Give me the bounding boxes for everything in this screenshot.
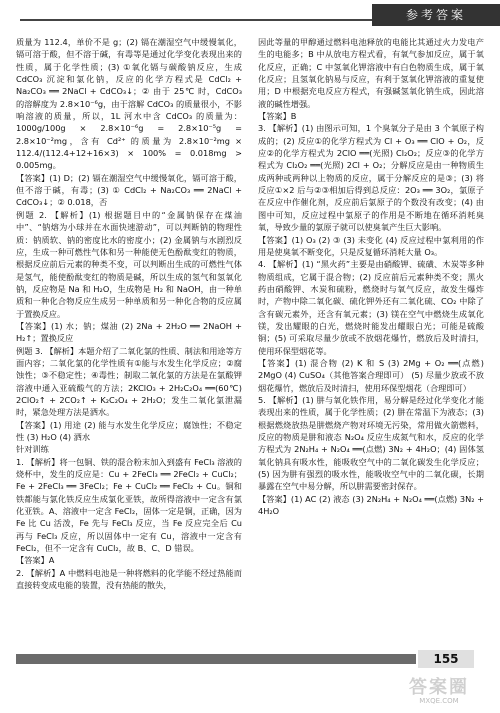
watermark-text: 答案圈: [409, 677, 469, 698]
paragraph: 例题 2. 【解析】(1) 根据题目中的“金属钠保存在煤油中”、“钠熔为小球并在水面快速游动”，可以判断钠的物理性质：钠质软、钠的密度比水的密度小；(2) 金属钠与水剧烈反应，生成一种可燃性气体和另一种能使无色酚酞变红的物质，根据反应前后元素的种类不变，可以判断出生成的可燃性气体是氢气，能使酚酞变红的物质是碱，所以生成的氢气和氢氧化钠，反应物是 Na 和 H₂O，生成物是 H₂ 和 NaOH，由一种单质和一种化合物反应生成另一种单质和另一种化合物的反应属于置换反应。: [16, 209, 242, 319]
paragraph: 【答案】(1) 用途 (2) 能与水发生化学反应；腐蚀性；不稳定性 (3) H₂O (4) 洒水: [16, 419, 242, 442]
page-header: [0, 0, 500, 28]
left-column: [16, 36, 242, 591]
paragraph: 质量为 112.4，单价不是 g；(2) 镉在潮湿空气中缓慢氧化，镉可溶于酸，但不溶于碱，有毒等是通过化学变化表现出来的性质，属于化学性质；(3) ①氧化镉与碳酸钠反应，生成 CdCO₃ 沉淀和氯化钠，反应的化学方程式是 CdCl₂ + Na₂CO₃ ══ 2NaCl + CdCO₃↓；② 由于 25℃ 时，CdCO₃ 的溶解度为 2.8×10⁻⁶g，由于溶解 CdCO₃ 的质量很小，不影响溶液的质量，所以，1L 河水中含 CdCO₃ 的质量为：1000g/100g × 2.8×10⁻⁶g = 2.8×10⁻⁵g = 2.8×10⁻²mg，含有 Cd²⁺ 的质量为 2.8×10⁻²mg × 112.4/(112.4+12+16×3) × 100% = 0.018mg > 0.005mg。: [16, 37, 242, 171]
paragraph: 【答案】(1) D；(2) 镉在潮湿空气中缓慢氧化，镉可溶于酸，但不溶于碱，有毒；(3) ① CdCl₂ + Na₂CO₃ ══ 2NaCl + CdCO₃↓；② 0.018，否: [16, 172, 242, 208]
paragraph: 因此等量的甲醇通过燃料电池释放的电能比其通过火力发电产生的电能多；B 中从放电方程式看，有氧气参加反应，属于氧化反应，正确；C 中氢氧化钾溶液中有白色物质生成，属于氧化反应；且氢氧化钠易与反应，有利于氢氧化钾溶液的重复使用；D 中根据充电反应方程式，有强碱氢氧化钠生成，因此溶液的碱性增强。: [258, 37, 484, 109]
paragraph: 5. 【解析】(1) 肼与氧化铁作用，易分解是经过化学变化才能表现出来的性质，属于化学性质；(2) 肼在常温下为液态；(3) 根据燃烧放热是肼燃烧产物对环境无污染，常用做火箭燃料，反应的物质是肼和液态 N₂O₄ 反应生成氮气和水，反应的化学方程式为 2N₂H₄ + N₂O₄ ══(点燃) 3N₂ + 4H₂O；(4) 固体氢氧化钠具有吸水性，能吸收空气中的二氧化碳发生化学反应；(5) 因为肼有强烈的吸水性，能吸收空气中的二氧化碳，长期暴露在空气中易分解，所以肼需要密封保存。: [258, 394, 484, 492]
paragraph: 【答案】(1) AC (2) 液态 (3) 2N₂H₄ + N₂O₄ ══(点燃) 3N₂ + 4H₂O: [258, 493, 484, 517]
answer-content: [16, 36, 484, 648]
paragraph: 【答案】(1) 混合物 (2) K 和 S (3) 2Mg + O₂ ══(点燃) 2MgO (4) CuSO₄（其他答案合理即可） (5) 尽量少放或不放烟花爆竹，燃放后及时清扫，使用环保型烟花（合理即可）: [258, 357, 484, 393]
header-rule: [20, 19, 380, 21]
right-column: [258, 36, 484, 517]
paragraph: 例题 3. 【解析】本题介绍了二氧化氯的性质、制法和用途等方面内容；二氧化氯的化学性质有①能与水发生化学反应；②腐蚀性；③不稳定性；④毒性；制取二氧化氯的方法是在氯酸钾溶液中通入亚硫酸气的方法；2KClO₃ + 2H₂C₂O₄ ══(60℃) 2ClO₂↑ + 2CO₂↑ + K₂C₂O₄ + 2H₂O；发生二氧化氯泄漏时，紧急处理方法是洒水。: [16, 345, 242, 418]
section-label: 参考答案: [372, 4, 500, 26]
page-number: 155: [418, 650, 474, 668]
watermark-url: MXQE.COM: [419, 697, 459, 705]
section-heading: 针对训练: [16, 444, 49, 455]
paragraph: 【答案】B: [258, 111, 297, 122]
paragraph: 【答案】(1) 水；钠；煤油 (2) 2Na + 2H₂O ══ 2NaOH + H₂↑；置换反应: [16, 320, 242, 344]
footer-bar: [16, 654, 416, 664]
paragraph: 3. 【解析】(1) 由图示可知，1 个臭氧分子是由 3 个氧原子构成的；(2) 反应①的化学方程式为 Cl + O₃ ══ ClO + O₂，反应②的化学方程式为 2ClO ══(光照) Cl₂O₂；反应③的化学方程式为 Cl₂O₂ ══(光照) 2Cl + O₂；分解反应是由一种物质生成两种或两种以上物质的反应，属于分解反应的是③；(3) 将反应①×2 后与②③相加后得到总反应：2O₃ ══ 3O₂，氯原子在反应中作催化剂，反应前后氯原子的个数没有改变；(4) 由图中可知，反应过程中氯原子的作用是不断地在循环消耗臭氧，导致少量的氯原子就可以使臭氧产生巨大影响。: [258, 123, 484, 233]
paragraph: 2. 【解析】A 中燃料电池是一种将燃料的化学能不经过热能而直接转变成电能的装置，没有热能的散失，: [16, 567, 242, 591]
paragraph: 1. 【解析】将一包铜、铁的混合粉末加入到盛有 FeCl₃ 溶液的烧杯中，发生的反应是：Cu + 2FeCl₃ ══ 2FeCl₂ + CuCl₂；Fe + 2FeCl₃ ══ 3FeCl₂；Fe + CuCl₂ ══ FeCl₂ + Cu。铜和铁都能与氯化铁反应生成氯化亚铁，故所得溶液中一定含有氯化亚铁。A、溶液中一定含 FeCl₂，固体一定是铜，正确，因为 Fe 比 Cu 活泼，Fe 先与 FeCl₃ 反应，当 Fe 反应完全后 Cu 再与 FeCl₃ 反应，所以固体中一定有 Cu，溶液中一定含有 FeCl₂，但不一定含有 CuCl₂，故 B、C、D 错误。: [16, 456, 242, 554]
paragraph: 4. 【解析】(1) “黑火药”主要是由硝酸钾、硫磺、木炭等多种物质组成，它属于混合物；(2) 反应前后元素种类不变；黑火药由硝酸钾、木炭和硫粉，燃烧时与氧气反应，故发生爆炸时，产物中除二氧化碳、硫化钾外还有二氧化硫、CO₂ 中除了含有碳元素外，还含有氧元素；(3) 镁在空气中燃烧生成氧化镁，发出耀眼的白光，燃烧时能发出耀眼白光；可能是硫酸铜；(5) 可采取尽量少放或不放烟花爆竹，燃放后及时清扫，使用环保型烟花等。: [258, 259, 484, 356]
paragraph: 【答案】(1) O₃ (2) ③ (3) 未变化 (4) 反应过程中氯利用的作用是使臭氧不断变化，只是反复循环消耗大量 O₃。: [258, 234, 484, 257]
watermark-logo: [384, 671, 494, 711]
paragraph: 【答案】A: [16, 555, 55, 566]
